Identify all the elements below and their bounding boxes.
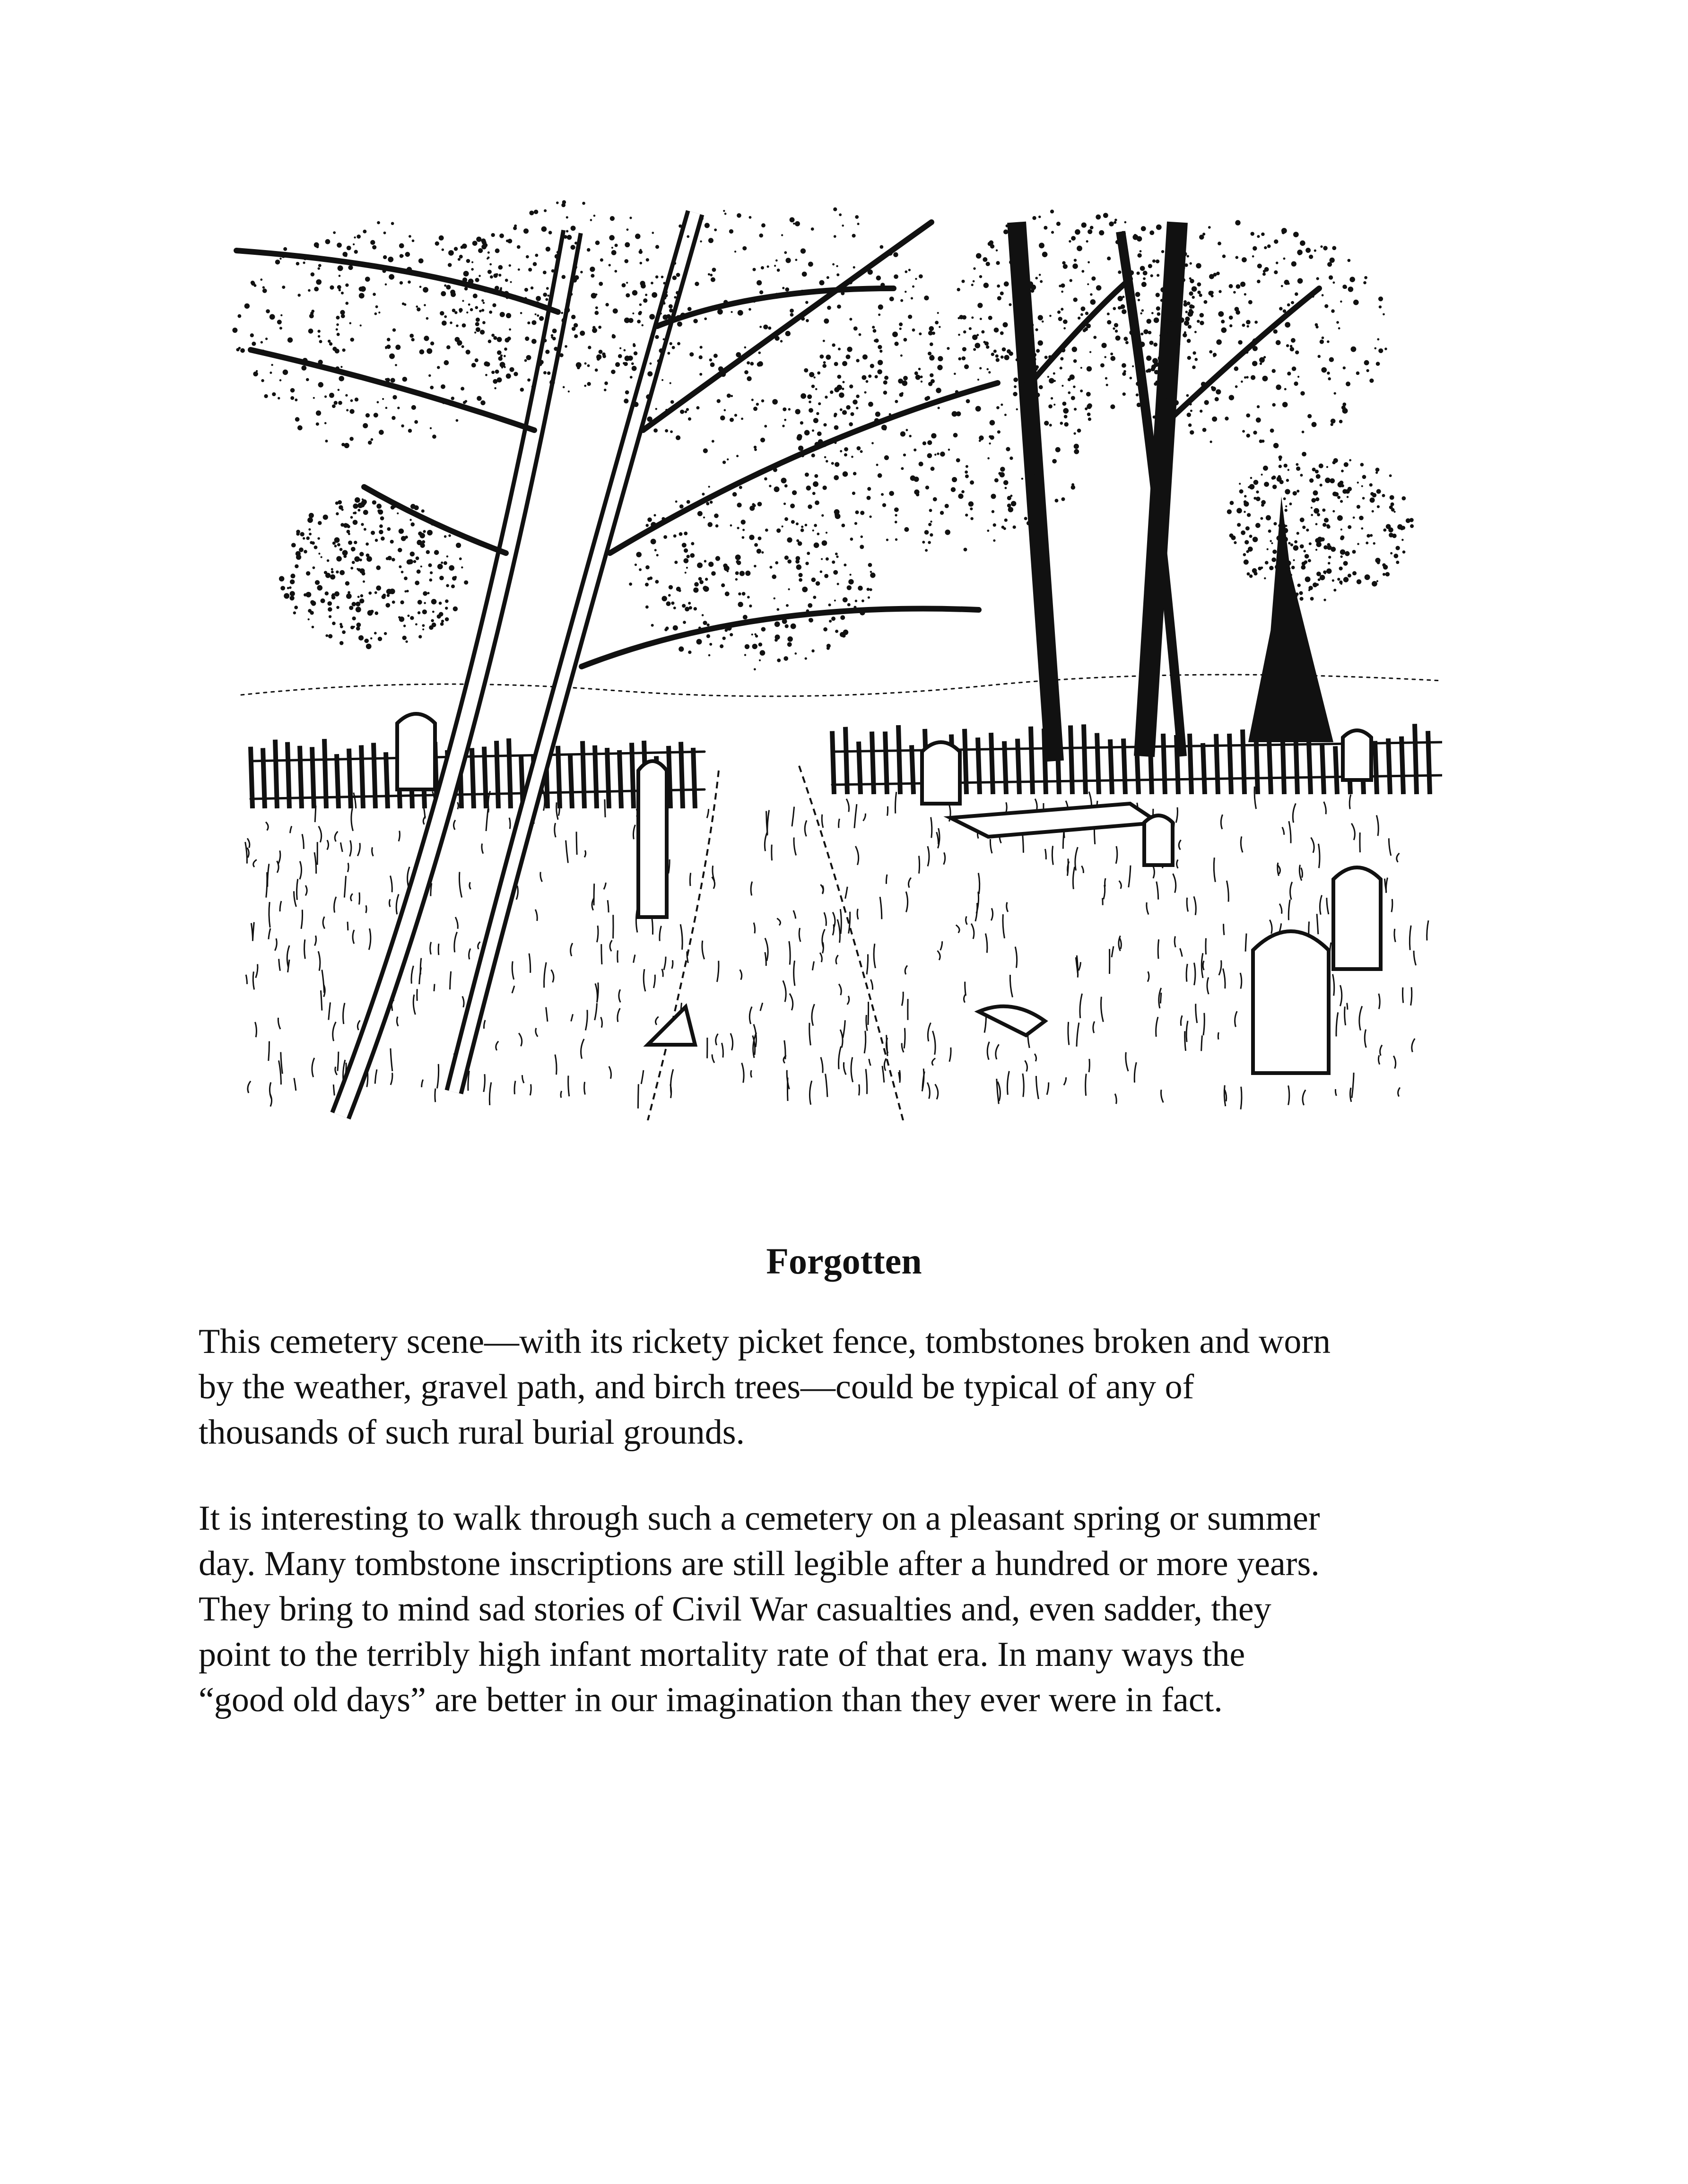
paragraph-1: This cemetery scene—with its rickety picket fence, tombstones broken and worn by the weather, gravel path, and birch trees—could be typical of any of thousands of such rural burial grounds. [199, 1322, 1331, 1452]
body-text [199, 1319, 1513, 1763]
page-title: Forgotten [766, 1240, 922, 1282]
paragraph-2: It is interesting to walk through such a cemetery on a pleasant spring or summer day. Many tombstone inscriptions are still legible after a hundred or more years. They bring to mind sad stories of Civil War casualties and, even sadder, they point to the terribly high infant mortality rate of that era. In many ways the “good old days” are better in our imagination than they ever were in fact. [199, 1499, 1320, 1719]
cemetery-illustration [232, 194, 1442, 1120]
cemetery-drawing-icon [232, 194, 1442, 1120]
